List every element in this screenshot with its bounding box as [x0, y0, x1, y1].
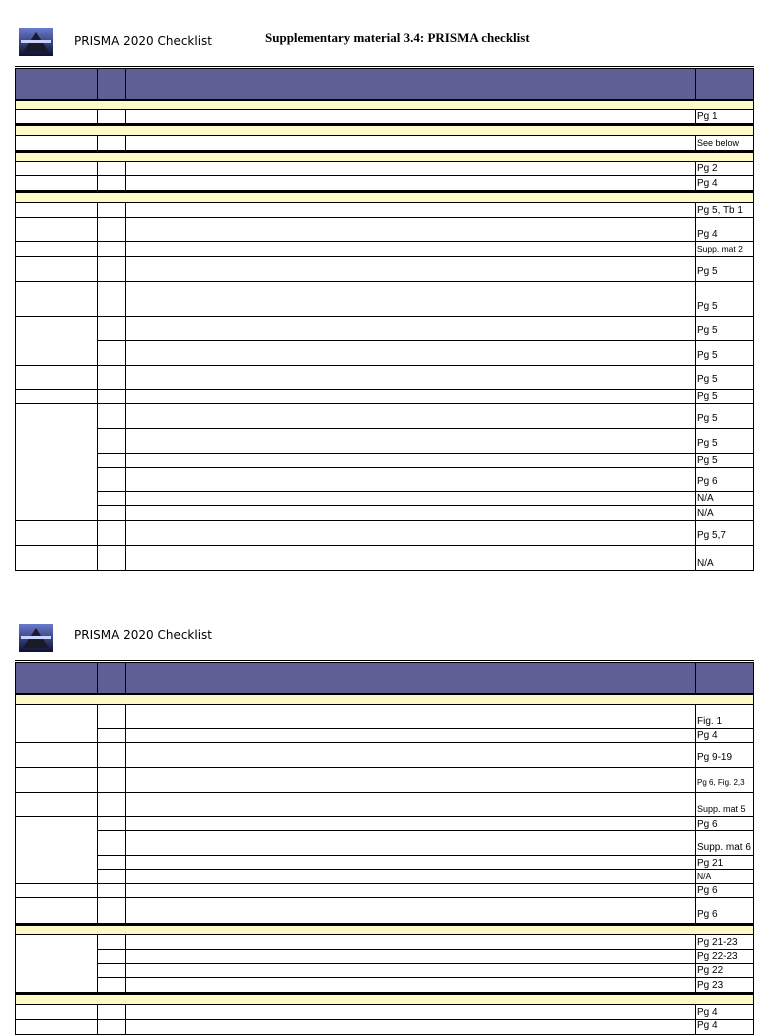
location-cell: Pg 6 [697, 819, 718, 830]
table-row [15, 404, 754, 429]
table-row [15, 768, 754, 793]
section-row [15, 994, 754, 1005]
table-header-row [15, 662, 754, 694]
table-row [15, 546, 754, 571]
location-cell: N/A [697, 493, 714, 504]
prisma-logo-icon [19, 624, 53, 652]
table-row [15, 317, 754, 341]
location-cell: Pg 5 [697, 266, 718, 277]
table-row [15, 282, 754, 317]
location-cell: Pg 5 [697, 455, 718, 466]
page-title: PRISMA 2020 Checklist [74, 628, 212, 642]
location-cell: Pg 1 [697, 111, 718, 122]
location-cell: N/A [697, 508, 714, 519]
table-row [15, 176, 754, 192]
location-cell: Pg 5 [697, 350, 718, 361]
table-row [15, 1020, 754, 1035]
table-row [15, 110, 754, 125]
table-row [15, 898, 754, 925]
table-row [15, 870, 754, 884]
checklist-table-1 [15, 66, 754, 571]
table-row [15, 390, 754, 404]
location-cell: Pg 22 [697, 965, 724, 976]
location-cell: Pg 5 [697, 301, 718, 312]
table-row [15, 705, 754, 729]
location-cell: Supp. mat 5 [697, 804, 746, 814]
table-row [15, 492, 754, 506]
table-row [15, 257, 754, 282]
location-cell: Pg 6 [697, 909, 718, 920]
location-cell: Pg 5 [697, 325, 718, 336]
table-row [15, 793, 754, 817]
table-row [15, 521, 754, 546]
location-cell: Pg 4 [697, 229, 718, 240]
page-title: PRISMA 2020 Checklist [74, 34, 212, 48]
location-cell: Pg 6, Fig. 2,3 [697, 778, 745, 787]
table-row [15, 468, 754, 492]
table-row [15, 162, 754, 176]
location-cell: Pg 5, Tb 1 [697, 205, 743, 216]
checklist-table-2 [15, 660, 754, 1031]
location-cell: Pg 5 [697, 438, 718, 449]
location-cell: Pg 21-23 [697, 937, 738, 948]
location-cell: Supp. mat 6 [697, 842, 751, 853]
page-subtitle: Supplementary material 3.4: PRISMA checklist [265, 30, 530, 45]
location-cell: Pg 22-23 [697, 951, 738, 962]
table-row [15, 729, 754, 743]
table-row [15, 935, 754, 950]
location-cell: Pg 6 [697, 885, 718, 896]
table-row [15, 341, 754, 366]
location-cell: Pg 4 [697, 1020, 718, 1031]
location-cell: N/A [697, 558, 714, 569]
table-row [15, 1005, 754, 1020]
table-row [15, 950, 754, 964]
location-cell: Pg 5 [697, 391, 718, 402]
location-cell: Pg 5 [697, 374, 718, 385]
location-cell: N/A [697, 871, 712, 881]
table-row [15, 884, 754, 898]
location-cell: See below [697, 138, 740, 148]
prisma-logo-icon [19, 28, 53, 56]
table-row [15, 856, 754, 870]
location-cell: Pg 2 [697, 163, 718, 174]
section-row [15, 125, 754, 136]
location-cell: Supp. mat 2 [697, 244, 743, 254]
location-cell: Pg 4 [697, 178, 718, 189]
location-cell: Pg 5 [697, 413, 718, 424]
table-row [15, 817, 754, 831]
section-row [15, 100, 754, 110]
table-row [15, 978, 754, 994]
section-row [15, 925, 754, 935]
section-row [15, 694, 754, 705]
page1-header [0, 26, 768, 66]
location-cell: Pg 4 [697, 730, 718, 741]
table-row [15, 366, 754, 390]
table-row [15, 831, 754, 856]
table-row [15, 136, 754, 152]
table-row [15, 506, 754, 521]
table-row [15, 429, 754, 454]
location-cell: Pg 5,7 [697, 530, 726, 541]
location-cell: Fig. 1 [697, 716, 723, 727]
table-row [15, 242, 754, 257]
location-cell: Pg 4 [697, 1007, 718, 1018]
table-header-row [15, 68, 754, 100]
location-cell: Pg 9-19 [697, 752, 733, 763]
location-cell: Pg 21 [697, 858, 724, 869]
table-row [15, 964, 754, 978]
table-row [15, 454, 754, 468]
page2-header [0, 622, 768, 662]
location-cell: Pg 6 [697, 476, 718, 487]
section-row [15, 192, 754, 203]
table-row [15, 203, 754, 218]
section-row [15, 152, 754, 162]
table-row [15, 743, 754, 768]
location-cell: Pg 23 [697, 980, 724, 991]
table-row [15, 218, 754, 242]
